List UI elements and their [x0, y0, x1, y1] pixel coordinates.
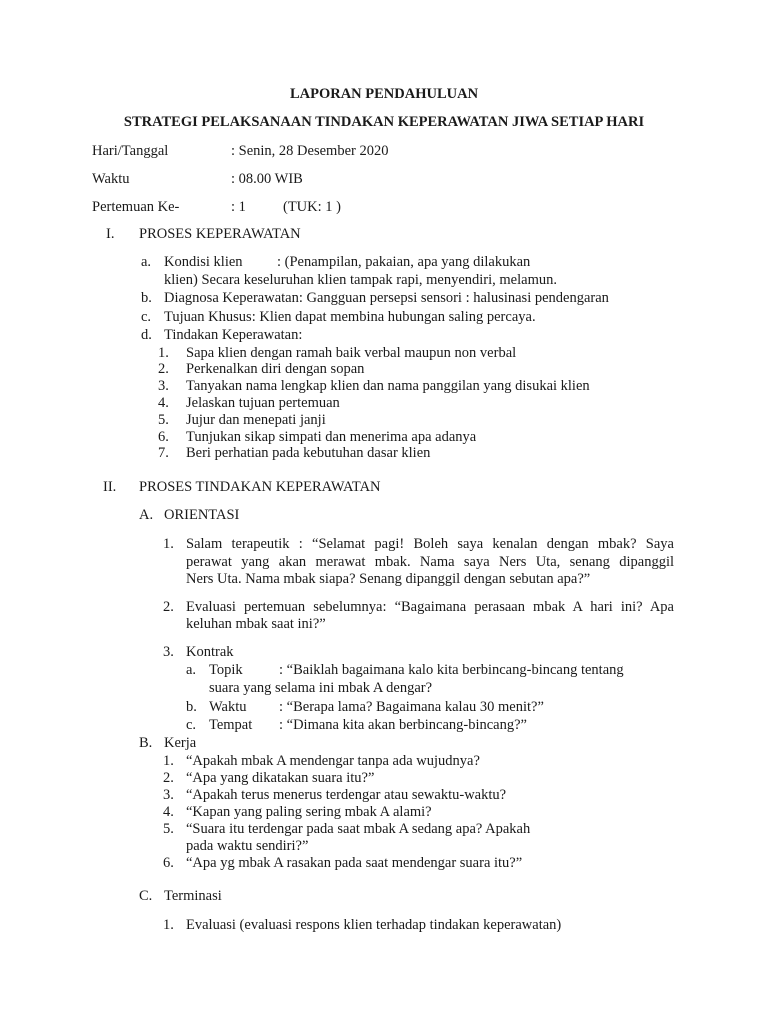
- evaluasi-line-1: Evaluasi pertemuan sebelumnya: “Bagaimana perasaan mbak A hari ini? Apa: [186, 599, 674, 615]
- kerja-item: “Kapan yang paling sering mbak A alami?: [186, 804, 432, 820]
- section1-heading: PROSES KEPERAWATAN: [139, 226, 301, 242]
- waktu-label: Waktu: [92, 171, 130, 187]
- hari-label: Hari/Tanggal: [92, 143, 169, 159]
- orientasi-letter: A.: [139, 507, 154, 523]
- tindakan-num: 7.: [158, 445, 169, 461]
- diagnosa-letter: b.: [141, 290, 152, 306]
- tindakan-item: Tunjukan sikap simpati dan menerima apa adanya: [186, 429, 477, 445]
- tempat-label: Tempat: [209, 717, 253, 733]
- hari-value: : Senin, 28 Desember 2020: [231, 143, 389, 159]
- tempat-text: : “Dimana kita akan berbincang-bincang?”: [279, 717, 527, 733]
- topik-text-1: : “Baiklah bagaimana kalo kita berbincang-bincang tentang: [279, 662, 624, 678]
- kondisi-letter: a.: [141, 254, 152, 270]
- waktu-kontrak-text: : “Berapa lama? Bagaimana kalau 30 menit?”: [279, 699, 544, 715]
- tujuan-letter: c.: [141, 309, 152, 325]
- tindakan-text: Tindakan Keperawatan:: [164, 327, 303, 343]
- pertemuan-label: Pertemuan Ke-: [92, 199, 180, 215]
- section1-number: I.: [106, 226, 115, 242]
- kontrak-title: Kontrak: [186, 644, 234, 660]
- tindakan-num: 3.: [158, 378, 169, 394]
- kondisi-text-2: klien) Secara keseluruhan klien tampak rapi, menyendiri, melamun.: [164, 272, 557, 288]
- kondisi-label: Kondisi klien: [164, 254, 243, 270]
- tempat-letter: c.: [186, 717, 197, 733]
- tindakan-item: Beri perhatian pada kebutuhan dasar klien: [186, 445, 431, 461]
- topik-letter: a.: [186, 662, 197, 678]
- salam-line-3: Ners Uta. Nama mbak siapa? Senang dipanggil dengan sebutan apa?”: [186, 571, 591, 587]
- kerja-item: “Suara itu terdengar pada saat mbak A sedang apa? Apakah: [186, 821, 531, 837]
- kerja-num: 6.: [163, 855, 174, 871]
- tindakan-num: 2.: [158, 361, 169, 377]
- terminasi-letter: C.: [139, 888, 153, 904]
- evaluasi-line-2: keluhan mbak saat ini?”: [186, 616, 326, 632]
- kerja-num: 1.: [163, 753, 174, 769]
- section2-number: II.: [103, 479, 117, 495]
- waktu-kontrak-label: Waktu: [209, 699, 247, 715]
- kerja-num: 5.: [163, 821, 174, 837]
- kerja-item: “Apakah terus menerus terdengar atau sewaktu-waktu?: [186, 787, 507, 803]
- diagnosa-text: Diagnosa Keperawatan: Gangguan persepsi sensori : halusinasi pendengaran: [164, 290, 609, 306]
- kontrak-num: 3.: [163, 644, 174, 660]
- orientasi-title: ORIENTASI: [164, 507, 240, 523]
- topik-text-2: suara yang selama ini mbak A dengar?: [209, 680, 433, 696]
- kerja-item: “Apakah mbak A mendengar tanpa ada wujudnya?: [186, 753, 480, 769]
- kerja-item: “Apa yang dikatakan suara itu?”: [186, 770, 375, 786]
- kerja-item-continuation: pada waktu sendiri?”: [186, 838, 309, 854]
- kerja-num: 4.: [163, 804, 174, 820]
- salam-num: 1.: [163, 536, 174, 552]
- document-title: LAPORAN PENDAHULUAN: [289, 86, 479, 102]
- terminasi-title: Terminasi: [164, 888, 222, 904]
- waktu-value: : 08.00 WIB: [231, 171, 303, 187]
- tindakan-num: 4.: [158, 395, 169, 411]
- tindakan-num: 1.: [158, 345, 169, 361]
- kerja-num: 3.: [163, 787, 174, 803]
- kerja-item: “Apa yg mbak A rasakan pada saat mendengar suara itu?”: [186, 855, 523, 871]
- terminasi-num: 1.: [163, 917, 174, 933]
- salam-line-1: Salam terapeutik : “Selamat pagi! Boleh saya kenalan dengan mbak? Saya: [186, 536, 674, 552]
- salam-line-2: perawat yang akan merawat mbak. Nama saya Ners Uta, senang dipanggil: [186, 554, 674, 570]
- topik-label: Topik: [209, 662, 243, 678]
- evaluasi-num: 2.: [163, 599, 174, 615]
- tindakan-item: Tanyakan nama lengkap klien dan nama panggilan yang disukai klien: [186, 378, 590, 394]
- kerja-num: 2.: [163, 770, 174, 786]
- pertemuan-value: : 1: [231, 199, 246, 215]
- tujuan-text: Tujuan Khusus: Klien dapat membina hubungan saling percaya.: [164, 309, 536, 325]
- tindakan-item: Sapa klien dengan ramah baik verbal maupun non verbal: [186, 345, 517, 361]
- tindakan-item: Jujur dan menepati janji: [186, 412, 326, 428]
- waktu-letter: b.: [186, 699, 197, 715]
- tindakan-num: 6.: [158, 429, 169, 445]
- tindakan-num: 5.: [158, 412, 169, 428]
- tindakan-item: Jelaskan tujuan pertemuan: [186, 395, 340, 411]
- section2-heading: PROSES TINDAKAN KEPERAWATAN: [139, 479, 381, 495]
- terminasi-item: Evaluasi (evaluasi respons klien terhadap tindakan keperawatan): [186, 917, 562, 933]
- tindakan-item: Perkenalkan diri dengan sopan: [186, 361, 365, 377]
- document-subtitle: STRATEGI PELAKSANAAN TINDAKAN KEPERAWATAN JIWA SETIAP HARI: [123, 114, 645, 130]
- tuk-value: (TUK: 1 ): [283, 199, 341, 215]
- tindakan-letter: d.: [141, 327, 152, 343]
- kerja-title: Kerja: [164, 735, 197, 751]
- kondisi-text-1: : (Penampilan, pakaian, apa yang dilakukan: [277, 254, 531, 270]
- kerja-letter: B.: [139, 735, 153, 751]
